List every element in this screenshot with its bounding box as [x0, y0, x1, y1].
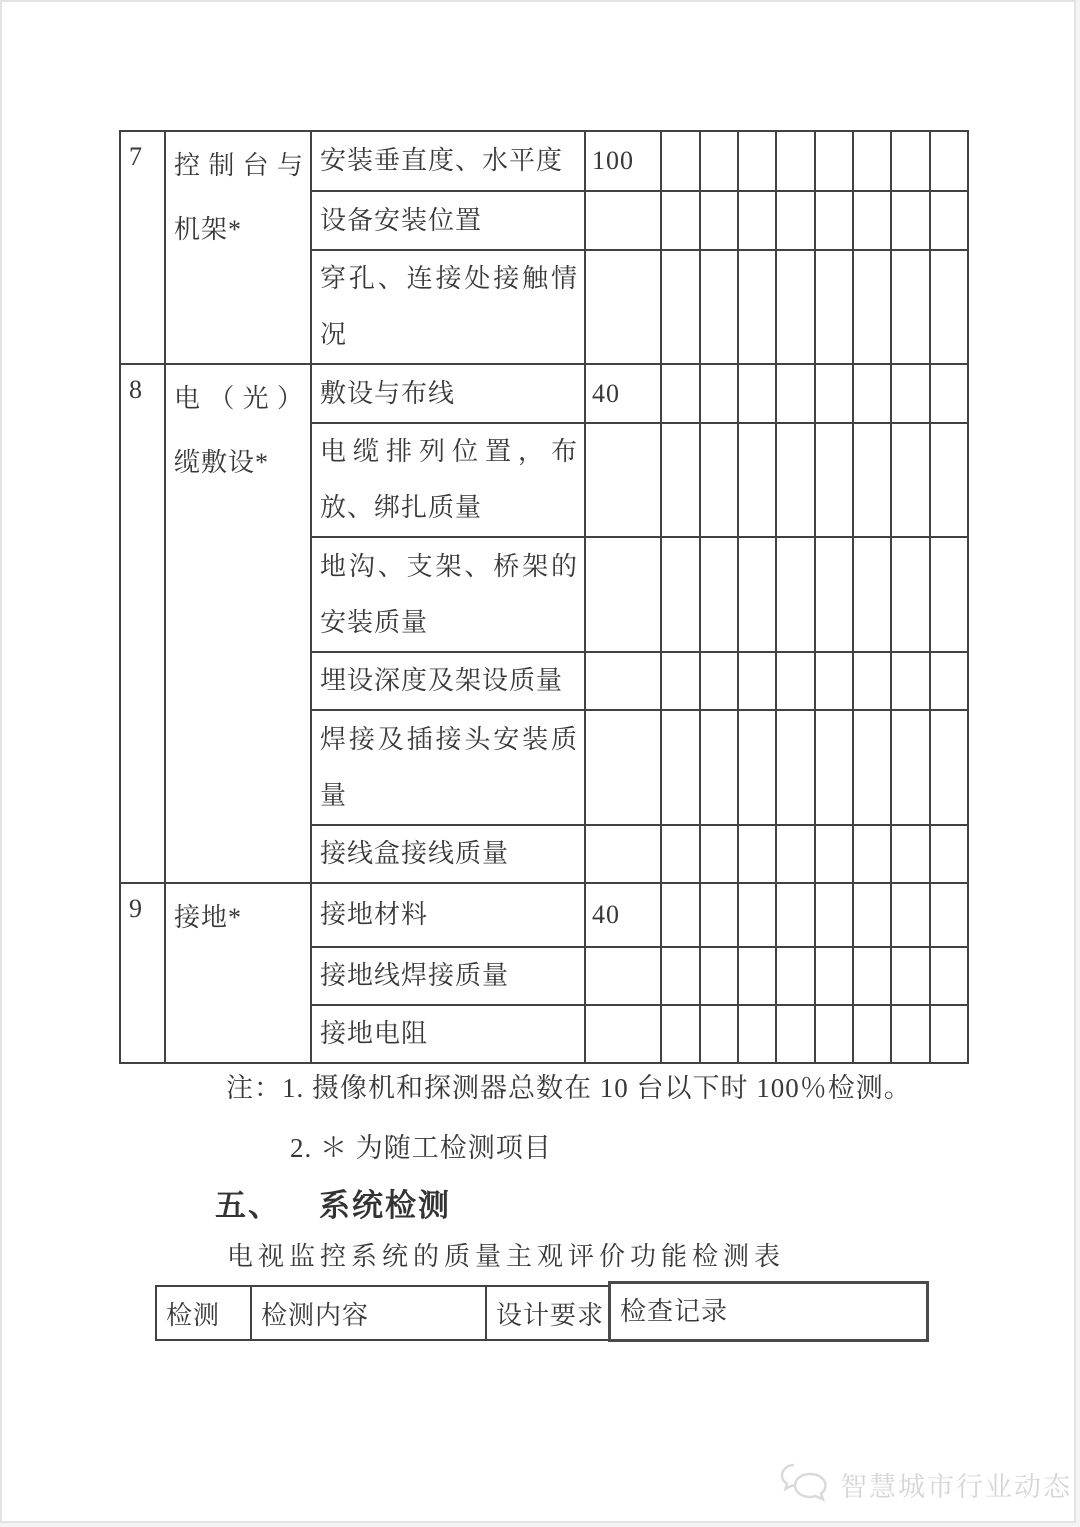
- check-cell: [776, 825, 815, 883]
- check-cell: [738, 710, 776, 825]
- header-cell-design-requirement: 设计要求: [486, 1286, 611, 1340]
- check-cell: [661, 710, 700, 825]
- check-cell: [853, 710, 891, 825]
- check-cell: [661, 250, 700, 364]
- check-cell: [853, 191, 891, 250]
- check-cell: [930, 652, 968, 710]
- check-cell: [661, 825, 700, 883]
- check-cell: [700, 250, 738, 364]
- check-cell: [891, 131, 930, 191]
- item-cell: 敷设与布线: [311, 364, 585, 423]
- check-cell: [776, 250, 815, 364]
- check-cell: [738, 131, 776, 191]
- check-cell: [891, 652, 930, 710]
- check-cell: [930, 131, 968, 191]
- check-cell: [700, 947, 738, 1005]
- inspection-table: [119, 130, 969, 1064]
- check-cell: [776, 652, 815, 710]
- check-cell: [776, 423, 815, 537]
- row-number-cell: 8: [120, 364, 165, 883]
- check-cell: [815, 1005, 853, 1063]
- check-cell: [661, 191, 700, 250]
- chat-bubbles-icon: [780, 1462, 832, 1506]
- check-cell: [891, 825, 930, 883]
- check-cell: [661, 131, 700, 191]
- check-cell: [891, 250, 930, 364]
- check-cell: [815, 947, 853, 1005]
- check-cell: [700, 710, 738, 825]
- check-cell: [815, 191, 853, 250]
- check-cell: [930, 537, 968, 652]
- check-cell: [853, 250, 891, 364]
- check-cell: [738, 1005, 776, 1063]
- check-cell: [891, 883, 930, 947]
- check-cell: [891, 537, 930, 652]
- check-cell: [700, 883, 738, 947]
- check-cell: [853, 537, 891, 652]
- check-cell: [738, 883, 776, 947]
- check-cell: [930, 1005, 968, 1063]
- check-cell: [700, 825, 738, 883]
- check-cell: [776, 710, 815, 825]
- table-subtitle: 电视监控系统的质量主观评价功能检测表: [227, 1242, 786, 1271]
- check-cell: [815, 423, 853, 537]
- check-cell: [930, 423, 968, 537]
- check-cell: [776, 1005, 815, 1063]
- item-cell: 设备安装位置: [311, 191, 585, 250]
- check-cell: [776, 191, 815, 250]
- check-cell: [661, 537, 700, 652]
- note-line-2: 2. ＊ 为随工检测项目: [290, 1133, 552, 1163]
- item-cell: 接地材料: [311, 883, 585, 947]
- section-heading: [215, 1180, 451, 1225]
- table-row: [120, 131, 968, 191]
- rate-cell: [585, 191, 661, 250]
- check-cell: [815, 131, 853, 191]
- item-cell: 接地线焊接质量: [311, 947, 585, 1005]
- check-cell: [738, 652, 776, 710]
- rate-cell: [585, 250, 661, 364]
- check-cell: [738, 825, 776, 883]
- check-cell: [891, 947, 930, 1005]
- rate-cell: 40: [585, 883, 661, 947]
- check-cell: [738, 537, 776, 652]
- row-number-cell: 7: [120, 131, 165, 364]
- check-cell: [661, 652, 700, 710]
- inspection-table-body: [120, 131, 968, 1063]
- check-cell: [700, 423, 738, 537]
- item-cell: 电缆排列位置，布放、绑扎质量: [311, 423, 585, 537]
- item-cell: 安装垂直度、水平度: [311, 131, 585, 191]
- check-cell: [738, 191, 776, 250]
- check-cell: [891, 364, 930, 423]
- rate-cell: [585, 1005, 661, 1063]
- rate-cell: 100: [585, 131, 661, 191]
- table-row: [120, 364, 968, 423]
- header-cell-inspection: 检测: [156, 1286, 251, 1340]
- check-cell: [776, 364, 815, 423]
- check-cell: [930, 825, 968, 883]
- check-cell: [930, 947, 968, 1005]
- check-cell: [853, 423, 891, 537]
- check-cell: [661, 883, 700, 947]
- item-cell: 接地电阻: [311, 1005, 585, 1063]
- category-cell: 接地*: [165, 883, 311, 1063]
- check-cell: [700, 652, 738, 710]
- section-number: 五、: [215, 1188, 281, 1223]
- item-cell: 埋设深度及架设质量: [311, 652, 585, 710]
- check-cell: [891, 710, 930, 825]
- check-cell: [853, 364, 891, 423]
- check-cell: [815, 825, 853, 883]
- table-row: [120, 883, 968, 947]
- item-cell: 接线盒接线质量: [311, 825, 585, 883]
- table-row: [156, 1286, 611, 1340]
- check-cell: [853, 825, 891, 883]
- check-cell: [661, 947, 700, 1005]
- check-cell: [930, 364, 968, 423]
- check-cell: [661, 364, 700, 423]
- check-cell: [700, 191, 738, 250]
- note-line-1: 注：1. 摄像机和探测器总数在 10 台以下时 100％检测。: [226, 1073, 912, 1103]
- check-cell: [930, 710, 968, 825]
- category-cell: 控制台与机架*: [165, 131, 311, 364]
- header-cell-content: 检测内容: [251, 1286, 486, 1340]
- check-cell: [815, 710, 853, 825]
- header-cell-check-record: 检查记录: [608, 1281, 929, 1342]
- check-cell: [700, 1005, 738, 1063]
- check-cell: [853, 883, 891, 947]
- check-cell: [930, 883, 968, 947]
- rate-cell: [585, 710, 661, 825]
- check-cell: [853, 652, 891, 710]
- check-cell: [738, 250, 776, 364]
- check-cell: [700, 131, 738, 191]
- check-cell: [853, 947, 891, 1005]
- check-cell: [700, 537, 738, 652]
- check-cell: [930, 191, 968, 250]
- check-cell: [891, 191, 930, 250]
- check-cell: [891, 1005, 930, 1063]
- row-number-cell: 9: [120, 883, 165, 1063]
- check-cell: [776, 947, 815, 1005]
- rate-cell: [585, 423, 661, 537]
- check-cell: [853, 1005, 891, 1063]
- check-cell: [738, 364, 776, 423]
- check-cell: [776, 537, 815, 652]
- item-cell: 地沟、支架、桥架的安装质量: [311, 537, 585, 652]
- check-cell: [815, 364, 853, 423]
- check-cell: [853, 131, 891, 191]
- rate-cell: 40: [585, 364, 661, 423]
- check-cell: [815, 883, 853, 947]
- rate-cell: [585, 537, 661, 652]
- check-cell: [776, 883, 815, 947]
- check-cell: [776, 131, 815, 191]
- check-cell: [738, 423, 776, 537]
- check-cell: [815, 250, 853, 364]
- rate-cell: [585, 825, 661, 883]
- check-cell: [661, 423, 700, 537]
- category-cell: 电（光）缆敷设*: [165, 364, 311, 883]
- check-cell: [891, 423, 930, 537]
- check-cell: [815, 537, 853, 652]
- system-check-table: [155, 1285, 612, 1341]
- item-cell: 穿孔、连接处接触情况: [311, 250, 585, 364]
- check-cell: [930, 250, 968, 364]
- item-cell: 焊接及插接头安装质量: [311, 710, 585, 825]
- watermark-text: 智慧城市行业动态: [840, 1471, 1072, 1502]
- check-cell: [815, 652, 853, 710]
- section-title: 系统检测: [319, 1188, 451, 1223]
- check-cell: [738, 947, 776, 1005]
- rate-cell: [585, 947, 661, 1005]
- watermark: [780, 1462, 1072, 1506]
- check-cell: [661, 1005, 700, 1063]
- check-cell: [700, 364, 738, 423]
- rate-cell: [585, 652, 661, 710]
